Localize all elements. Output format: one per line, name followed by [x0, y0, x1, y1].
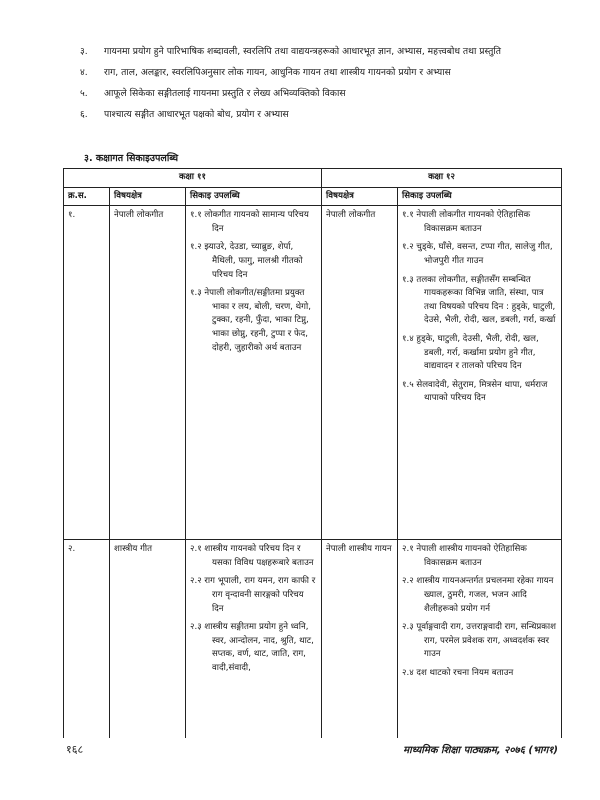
objective-number: ६. [80, 109, 88, 120]
objective-item [80, 86, 560, 101]
footer-title: माध्यमिक शिक्षा पाठ्यक्रम, २०७६ (भाग१) [403, 745, 558, 756]
page-number: १६८ [66, 743, 84, 756]
learning-outcomes-table [63, 168, 562, 738]
table-row [64, 206, 562, 540]
outcomes-cell [186, 206, 322, 540]
outcomes-cell [398, 540, 562, 739]
serial-header: क्र.स. [64, 187, 110, 206]
grade-12-header: कक्षा १२ [322, 169, 562, 188]
grade-header-row [64, 169, 562, 188]
objectives-list [80, 44, 560, 128]
outcome-item: २.२ राग भूपाली, राग यमन, राग काफी र राग वृन्दावनी सारङ्गको परिचय दिन [190, 576, 316, 614]
outcome-item: १.३ नेपाली लोकगीत/सङ्गीतमा प्रयुक्त भाका र लय, बोली, चरण, थेगो, टुक्का, रहनी, फुँदा, भाका टिप्नु, भाका छोप्नु, रहनी, टुप्पा र फेद, दोहरी, जुहारीको अर्थ बताउन [190, 288, 311, 353]
outcome-item: १.१ लोकगीत गायनको सामान्य परिचय दिन [190, 210, 309, 234]
outcome-item: २.१ नेपाली शास्त्रीय गायनको ऐतिहासिक विकासक्रम बताउन [402, 544, 527, 568]
table-row [64, 540, 562, 739]
area-header-12: विषयक्षेत्र [322, 187, 398, 206]
objective-item [80, 65, 560, 80]
objective-item [80, 107, 560, 122]
objective-number: ३. [80, 46, 88, 57]
outcomes-cell [186, 540, 322, 739]
objective-number: ५. [80, 88, 88, 99]
outcome-item: १.२ चुड्के, घाँसे, वसन्त, टप्पा गीत, सालेजु गीत, भोजपुरी गीत गाउन [402, 242, 553, 266]
column-header-row [64, 187, 562, 206]
outcomes-cell [398, 206, 562, 540]
outcome-item: १.२ झ्याउरे, देउडा, च्याब्रुङ, शेर्पा, मैथिली, फागु, मालश्री गीतको परिचय दिन [190, 242, 303, 280]
outcome-item: १.४ हुड्के, घाटुली, देउसी, भैली, रोदी, खल, डबली, गर्रा, कर्खामा प्रयोग हुने गीत, वाद्यवादन र तालको परिचय दिन [402, 333, 539, 372]
serial-cell: १. [64, 206, 110, 540]
outcome-item: २.४ दश थाटको रचना नियम बताउन [402, 667, 514, 678]
area-cell: शास्त्रीय गीत [110, 540, 186, 739]
objective-number: ४. [80, 67, 88, 78]
outcome-item: २.२ शास्त्रीय गायनअन्तर्गत प्रचलनमा रहेका गायन ख्याल, ठुमरी, गजल, भजन आदि शैलीहरूको प्रयोग गर्न [402, 576, 554, 614]
area-cell: नेपाली लोकगीत [322, 206, 398, 540]
outcome-item: १.३ तलका लोकगीत, सङ्गीतसँग सम्बन्धित गायकहरूका विभिन्न जाति, संस्था, पात्र तथा विषयको परिचय दिन : हुड्के, घाटुली, देउसे, भैली, रोदी, खल, डबली, गर्रा, कर्खा [402, 274, 556, 326]
area-cell: नेपाली लोकगीत [110, 206, 186, 540]
outcome-item: २.३ शास्त्रीय सङ्गीतमा प्रयोग हुने ध्वनि, स्वर, आन्दोलन, नाद, श्रुति, थाट, सप्तक, वर्ण, थाट, जाति, राग, वादी,संवादी, [190, 622, 314, 673]
outcome-item: १.१ नेपाली लोकगीत गायनको ऐतिहासिक विकासक्रम बताउन [402, 210, 531, 234]
outcome-item: २.१ शास्त्रीय गायनको परिचय दिन र यसका विविध पक्षहरूबारे बताउन [190, 544, 314, 568]
outcome-item: २.३ पूर्वाङ्गवादी राग, उत्तराङ्गवादी राग, सन्धिप्रकाश राग, परमेल प्रवेशक राग, अध्वदर्शक स्वर गाउन [402, 622, 556, 660]
section-heading: ३. कक्षागत सिकाइउपलब्धि [84, 153, 179, 164]
objective-text: आफूले सिकेका सङ्गीतलाई गायनमा प्रस्तुति र लेख्य अभिव्यक्तिको विकास [104, 88, 346, 99]
outcome-header-11: सिकाइ उपलब्धि [186, 187, 322, 206]
serial-cell: २. [64, 540, 110, 739]
outcome-header-12: सिकाइ उपलब्धि [398, 187, 562, 206]
objective-text: राग, ताल, अलङ्कार, स्वरलिपिअनुसार लोक गायन, आधुनिक गायन तथा शास्त्रीय गायनको प्रयोग र अभ्यास [104, 67, 451, 78]
grade-11-header: कक्षा ११ [64, 169, 322, 188]
area-header-11: विषयक्षेत्र [110, 187, 186, 206]
objective-text: पाश्चात्य सङ्गीत आधारभूत पक्षको बोध, प्रयोग र अभ्यास [104, 109, 289, 120]
outcome-item: १.५ सेलवादेवी, सेतुराम, मित्रसेन थापा, धर्मराज थापाको परिचय दिन [402, 379, 548, 404]
area-cell: नेपाली शास्त्रीय गायन [322, 540, 398, 739]
objective-text: गायनमा प्रयोग हुने पारिभाषिक शब्दावली, स्वरलिपि तथा वाद्ययन्त्रहरूको आधारभूत ज्ञान, अभ्यास, महत्त्वबोध तथा प्रस्तुति [104, 46, 501, 57]
objective-item [80, 44, 560, 59]
